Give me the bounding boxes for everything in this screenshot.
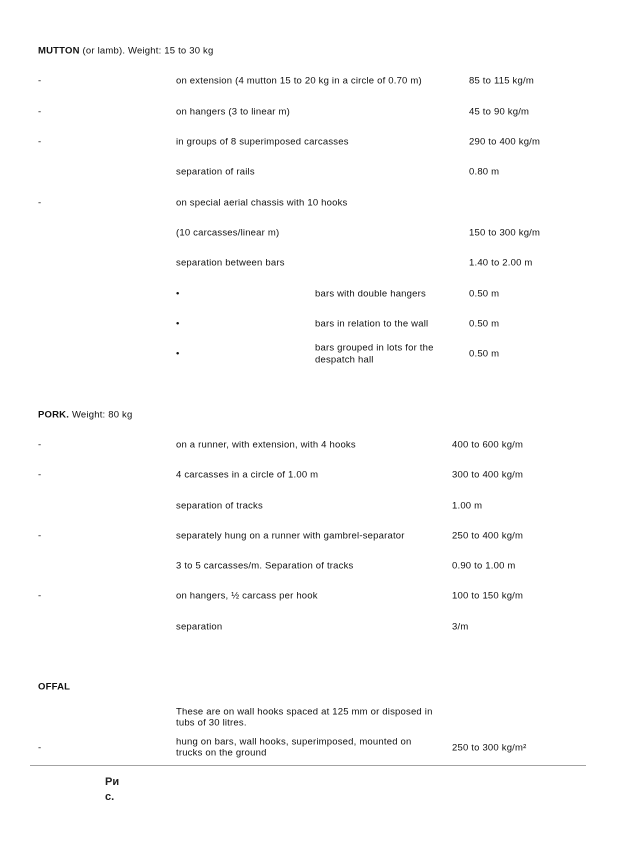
table-row [0, 551, 617, 581]
row-description: separation between bars [176, 257, 285, 269]
row-value: 1.00 m [452, 499, 483, 511]
table-row [0, 309, 617, 339]
row-description: 4 carcasses in a circle of 1.00 m [176, 469, 319, 481]
section-title: OFFAL [38, 681, 71, 693]
row-marker: - [38, 590, 42, 602]
bullet-marker: • [176, 318, 180, 330]
row-value: 1.40 to 2.00 m [469, 257, 533, 269]
section-heading [38, 45, 213, 57]
row-description: separation of rails [176, 166, 255, 178]
table-row [0, 521, 617, 551]
table-row [0, 703, 617, 733]
row-value: 250 to 300 kg/m² [452, 742, 527, 754]
row-description: separation [176, 621, 223, 633]
row-value: 250 to 400 kg/m [452, 530, 524, 542]
row-value: 150 to 300 kg/m [469, 227, 541, 239]
row-description: separation of tracks [176, 499, 263, 511]
row-marker: - [38, 136, 42, 148]
section-heading [38, 682, 70, 694]
bullet-marker: • [176, 287, 180, 299]
section-heading [38, 409, 132, 421]
bullet-marker: • [176, 348, 180, 360]
row-description: bars with double hangers [315, 287, 426, 299]
section-title: PORK. [38, 408, 70, 420]
table-row [0, 460, 617, 490]
table-row [0, 97, 617, 127]
row-marker: - [38, 75, 42, 87]
row-marker: - [38, 105, 42, 117]
row-description: 3 to 5 carcasses/m. Separation of tracks [176, 560, 354, 572]
row-description: hung on bars, wall hooks, superimposed, mounted on trucks on the ground [176, 736, 412, 759]
row-value: 0.50 m [469, 318, 500, 330]
row-description: These are on wall hooks spaced at 125 mm or disposed in tubs of 30 litres. [176, 706, 433, 729]
table-row [0, 66, 617, 96]
row-value: 0.80 m [469, 166, 500, 178]
row-value: 0.50 m [469, 348, 500, 360]
row-marker: - [38, 469, 42, 481]
table-row [0, 733, 617, 763]
table-row [0, 339, 617, 369]
table-row [0, 187, 617, 217]
table-row [0, 490, 617, 520]
row-value: 3/m [452, 621, 469, 633]
figure-caption: Рис. [105, 776, 120, 803]
table-row [0, 157, 617, 187]
table-row [0, 218, 617, 248]
table-row [0, 127, 617, 157]
row-marker: - [38, 742, 42, 754]
footer-rule [30, 765, 586, 766]
row-value: 100 to 150 kg/m [452, 590, 524, 602]
row-description: (10 carcasses/linear m) [176, 227, 280, 239]
table-row [0, 612, 617, 642]
row-description: bars in relation to the wall [315, 318, 429, 330]
table-row [0, 248, 617, 278]
section-mutton [0, 36, 617, 369]
row-description: separately hung on a runner with gambrel-separator [176, 530, 405, 542]
section-offal [0, 672, 617, 763]
row-description: on extension (4 mutton 15 to 20 kg in a circle of 0.70 m) [176, 75, 422, 87]
row-value: 300 to 400 kg/m [452, 469, 524, 481]
row-value: 85 to 115 kg/m [469, 75, 534, 87]
row-value: 400 to 600 kg/m [452, 439, 524, 451]
row-value: 290 to 400 kg/m [469, 136, 541, 148]
section-subtitle: (or lamb). Weight: 15 to 30 kg [82, 45, 214, 57]
row-description: in groups of 8 superimposed carcasses [176, 136, 349, 148]
row-description: bars grouped in lots for the despatch hall [315, 342, 434, 366]
row-description: on special aerial chassis with 10 hooks [176, 196, 348, 208]
section-heading-row [0, 400, 617, 430]
row-marker: - [38, 530, 42, 542]
row-description: on a runner, with extension, with 4 hooks [176, 439, 356, 451]
row-marker: - [38, 196, 42, 208]
row-value: 0.90 to 1.00 m [452, 560, 516, 572]
table-row [0, 278, 617, 308]
table-row [0, 581, 617, 611]
row-value: 45 to 90 kg/m [469, 105, 530, 117]
section-subtitle: Weight: 80 kg [71, 408, 133, 420]
section-title: MUTTON [38, 45, 80, 57]
table-row [0, 430, 617, 460]
section-heading-row [0, 36, 617, 66]
section-pork [0, 400, 617, 642]
row-description: on hangers (3 to linear m) [176, 105, 290, 117]
row-description: on hangers, ½ carcass per hook [176, 590, 318, 602]
document-body [0, 36, 617, 763]
row-value: 0.50 m [469, 287, 500, 299]
section-heading-row [0, 672, 617, 702]
row-marker: - [38, 439, 42, 451]
